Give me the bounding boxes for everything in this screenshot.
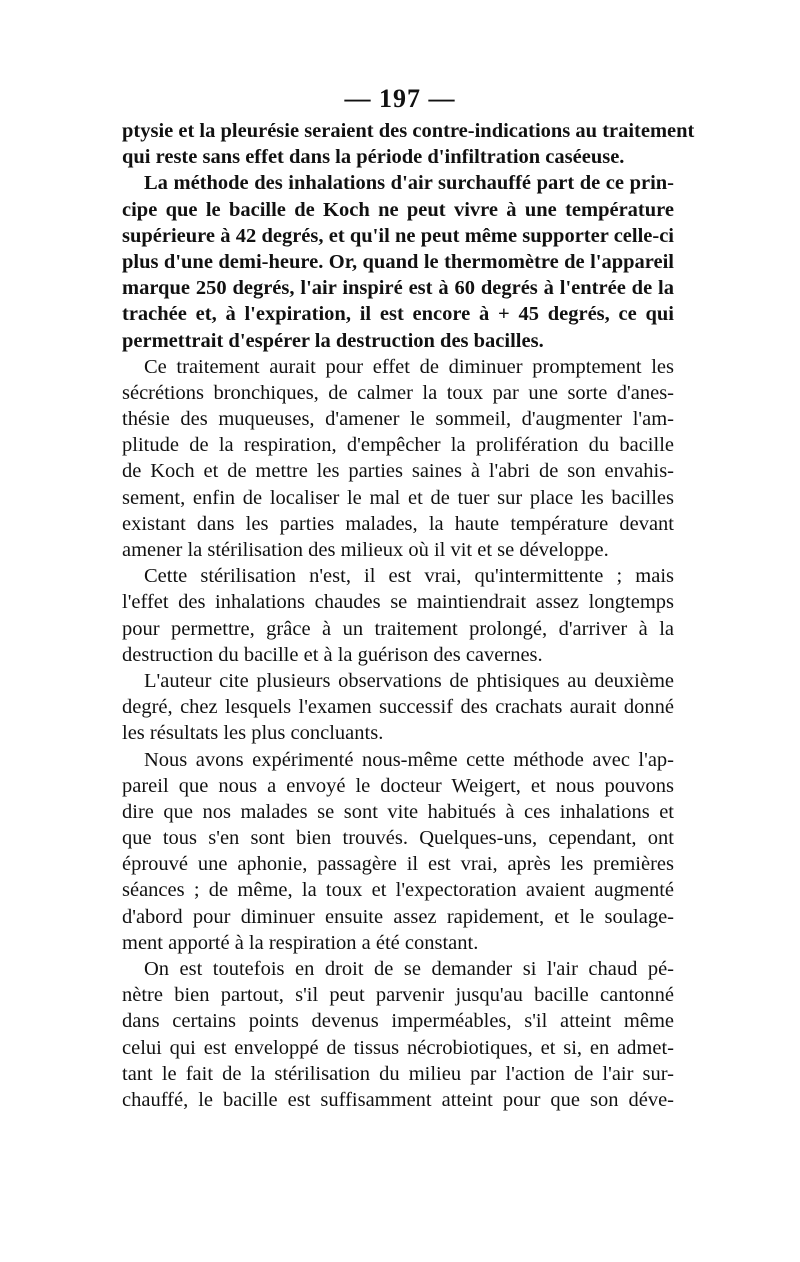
text-line: sement, enfin de localiser le mal et de tuer sur place les bacilles [122, 486, 674, 509]
text-line: existant dans les parties malades, la haute température devant [122, 512, 674, 535]
text-line: marque 250 degrés, l'air inspiré est à 60 degrés à l'entrée de la [122, 277, 674, 300]
text-line: tant le fait de la stérilisation du milieu par l'action de l'air sur- [122, 1062, 674, 1085]
text-line: cipe que le bacille de Koch ne peut vivre à une température [122, 198, 674, 221]
body-text [122, 118, 695, 1113]
text-line: trachée et, à l'expiration, il est encore à + 45 degrés, ce qui [122, 303, 674, 326]
text-line: dans certains points devenus imperméables, s'il atteint même [122, 1010, 674, 1033]
text-line: nètre bien partout, s'il peut parvenir jusqu'au bacille cantonné [122, 984, 674, 1007]
text-line: sécrétions bronchiques, de calmer la toux par une sorte d'anes- [122, 381, 674, 404]
page-number: — 197 — [344, 84, 456, 113]
text-line: qui reste sans effet dans la période d'infiltration caséeuse. [122, 146, 625, 169]
text-line: thésie des muqueuses, d'amener le sommeil, d'augmenter l'am- [122, 408, 674, 431]
text-line: Ce traitement aurait pour effet de diminuer promptement les [144, 355, 674, 378]
paragraph [122, 668, 674, 747]
text-line: ment apporté à la respiration a été constant. [122, 931, 479, 954]
text-line: pour permettre, grâce à un traitement prolongé, d'arriver à la [122, 617, 674, 640]
text-line: chauffé, le bacille est suffisamment atteint pour que son déve- [122, 1088, 674, 1111]
text-line: d'abord pour diminuer ensuite assez rapidement, et le soulage- [122, 905, 674, 928]
text-line: On est toutefois en droit de se demander si l'air chaud pé- [144, 958, 674, 980]
text-line: pareil que nous a envoyé le docteur Weigert, et nous pouvons [122, 774, 674, 797]
text-line: plitude de la respiration, d'empêcher la prolifération du bacille [122, 434, 674, 457]
text-line: dire que nos malades se sont vite habitués à ces inhalations et [122, 800, 674, 823]
text-line: éprouvé une aphonie, passagère il est vrai, après les premières [122, 853, 674, 876]
text-line: Cette stérilisation n'est, il est vrai, qu'intermittente ; mais [144, 565, 674, 588]
text-line: les résultats les plus concluants. [122, 722, 384, 745]
text-line: supérieure à 42 degrés, et qu'il ne peut même supporter celle-ci [122, 224, 674, 247]
text-line: séances ; de même, la toux et l'expectoration avaient augmenté [122, 879, 674, 902]
paragraph [122, 747, 674, 957]
text-line: permettrait d'espérer la destruction des bacilles. [122, 329, 544, 352]
paragraph [122, 118, 695, 170]
text-line: plus d'une demi-heure. Or, quand le thermomètre de l'appareil [122, 250, 674, 273]
text-line: L'auteur cite plusieurs observations de phtisiques au deuxième [144, 669, 674, 692]
text-line: que tous s'en sont bien trouvés. Quelques-uns, cependant, ont [122, 827, 674, 850]
text-line: destruction du bacille et à la guérison des cavernes. [122, 643, 543, 666]
paragraph [122, 563, 674, 668]
text-line: ptysie et la pleurésie seraient des contre-indications au traitement [122, 120, 695, 142]
text-line: Nous avons expérimenté nous-même cette méthode avec l'ap- [144, 748, 674, 771]
text-line: degré, chez lesquels l'examen successif des crachats aurait donné [122, 696, 674, 719]
paragraph [122, 170, 674, 353]
text-line: La méthode des inhalations d'air surchauffé part de ce prin- [144, 172, 674, 195]
paragraph [122, 956, 674, 1113]
paragraph [122, 354, 674, 564]
text-line: amener la stérilisation des milieux où il vit et se développe. [122, 539, 609, 561]
text-line: de Koch et de mettre les parties saines à l'abri de son envahis- [122, 460, 674, 483]
text-line: celui qui est enveloppé de tissus nécrobiotiques, et si, en admet- [122, 1036, 674, 1059]
text-line: l'effet des inhalations chaudes se maintiendrait assez longtemps [122, 591, 674, 614]
